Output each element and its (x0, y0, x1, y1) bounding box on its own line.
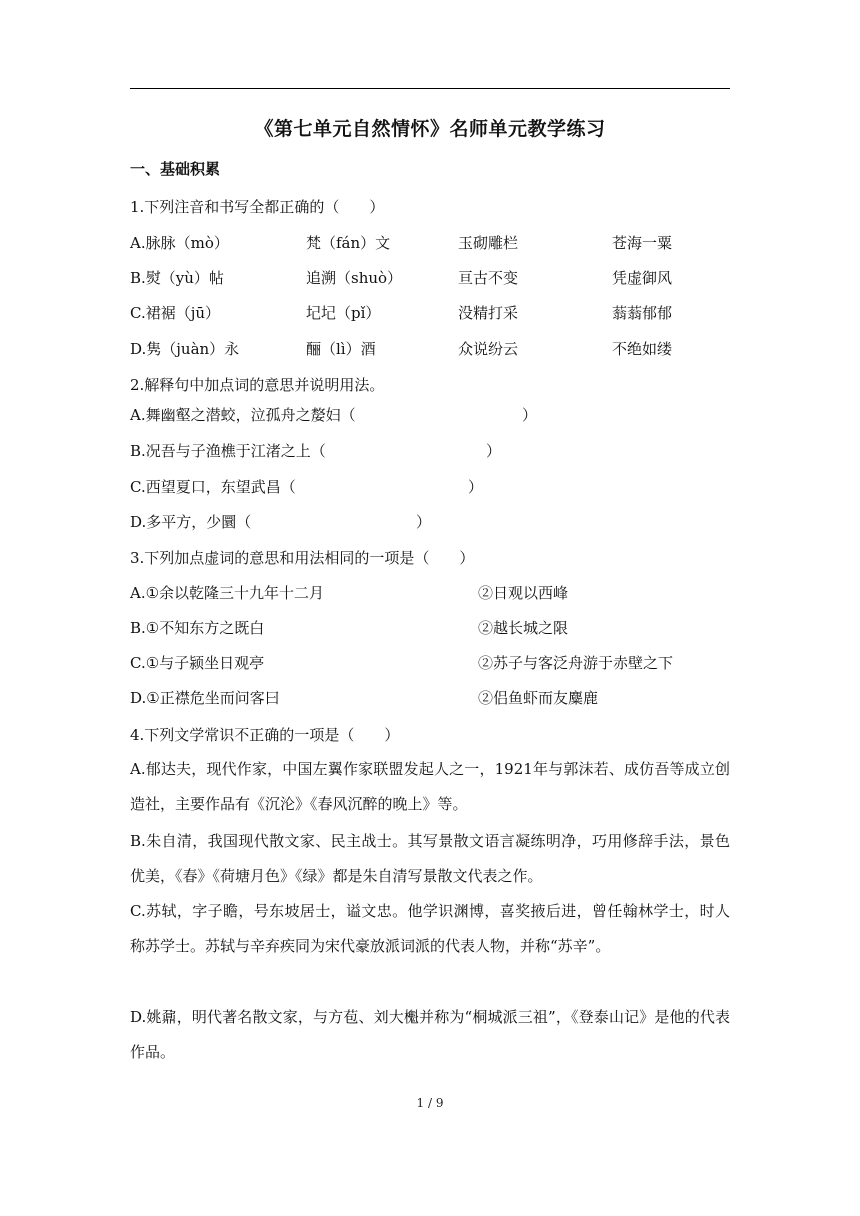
q3-c-1: C.①与子颍坐日观亭 (130, 654, 265, 672)
q1-a-2: 梵（fán）文 (306, 234, 391, 252)
q3-d-2: ②侣鱼虾而友麋鹿 (478, 689, 599, 707)
q3-c-2: ②苏子与客泛舟游于赤壁之下 (478, 654, 674, 672)
page-number: 1 / 9 (416, 1096, 444, 1110)
q2-a-close: ） (522, 406, 538, 424)
q2-d: D.多平方，少圜（ (130, 513, 252, 531)
q1-d-3: 众说纷云 (458, 340, 519, 358)
q4-b: B.朱自清，我国现代散文家、民主战士。其写景散文语言凝练明净，巧用修辞手法，景色优美，《春》《荷塘月色》《绿》都是朱自清写景散文代表之作。 (130, 832, 730, 885)
q1-c-4: 蓊蓊郁郁 (612, 304, 673, 322)
q1-b-4: 凭虚御风 (612, 269, 673, 287)
q3-a-2: ②日观以西峰 (478, 584, 569, 602)
q1-d-1: D.隽（juàn）永 (130, 340, 240, 358)
q4-stem: 4.下列文学常识不正确的一项是（ ） (130, 726, 400, 744)
q1-d-2: 酾（lì）酒 (306, 340, 376, 358)
q1-a-4: 苍海一粟 (612, 234, 673, 252)
q4-c: C.苏轼，字子瞻，号东坡居士，谥文忠。他学识渊博，喜奖掖后进，曾任翰林学士，时人称苏学士。苏轼与辛弃疾同为宋代豪放派词派的代表人物，并称“苏辛”。 (130, 902, 730, 955)
q1-b-2: 追溯（shuò） (306, 269, 403, 287)
q3-a-1: A.①余以乾隆三十九年十二月 (130, 584, 325, 602)
page-title: 《第七单元自然情怀》名师单元教学练习 (254, 118, 606, 140)
q1-stem: 1.下列注音和书写全都正确的（ ） (130, 198, 385, 216)
q2-stem: 2.解释句中加点词的意思并说明用法。 (130, 376, 385, 394)
q2-d-close: ） (416, 513, 432, 531)
q1-b-3: 亘古不变 (458, 269, 519, 287)
q3-b-1: B.①不知东方之既白 (130, 619, 265, 637)
q1-a-3: 玉砌雕栏 (458, 234, 519, 252)
q3-d-1: D.①正襟危坐而问客曰 (130, 689, 280, 707)
q1-a-1: A.脉脉（mò） (130, 234, 229, 252)
q2-b-close: ） (486, 442, 502, 460)
section-heading: 一、基础积累 (130, 160, 221, 178)
header-rule (130, 88, 730, 89)
q2-c: C.西望夏口，东望武昌（ (130, 478, 296, 496)
q1-c-2: 圮圮（pǐ） (306, 304, 381, 322)
q4-d: D.姚鼐，明代著名散文家，与方苞、刘大櫆并称为“桐城派三祖”，《登泰山记》是他的代表作品。 (130, 1008, 730, 1061)
q3-stem: 3.下列加点虚词的意思和用法相同的一项是（ ） (130, 549, 475, 567)
q1-d-4: 不绝如缕 (612, 340, 673, 358)
q3-b-2: ②越长城之限 (478, 619, 569, 637)
q2-b: B.况吾与子渔樵于江渚之上（ (130, 442, 326, 460)
q4-a: A.郁达夫，现代作家，中国左翼作家联盟发起人之一，1921年与郭沫若、成仿吾等成立创造社，主要作品有《沉沦》《春风沉醉的晚上》等。 (130, 760, 730, 813)
q1-c-3: 没精打采 (458, 304, 519, 322)
q2-a: A.舞幽壑之潜蛟，泣孤舟之嫠妇（ (130, 406, 356, 424)
q1-b-1: B.熨（yù）帖 (130, 269, 224, 287)
q2-c-close: ） (468, 478, 484, 496)
q1-c-1: C.裙裾（jū） (130, 304, 221, 322)
